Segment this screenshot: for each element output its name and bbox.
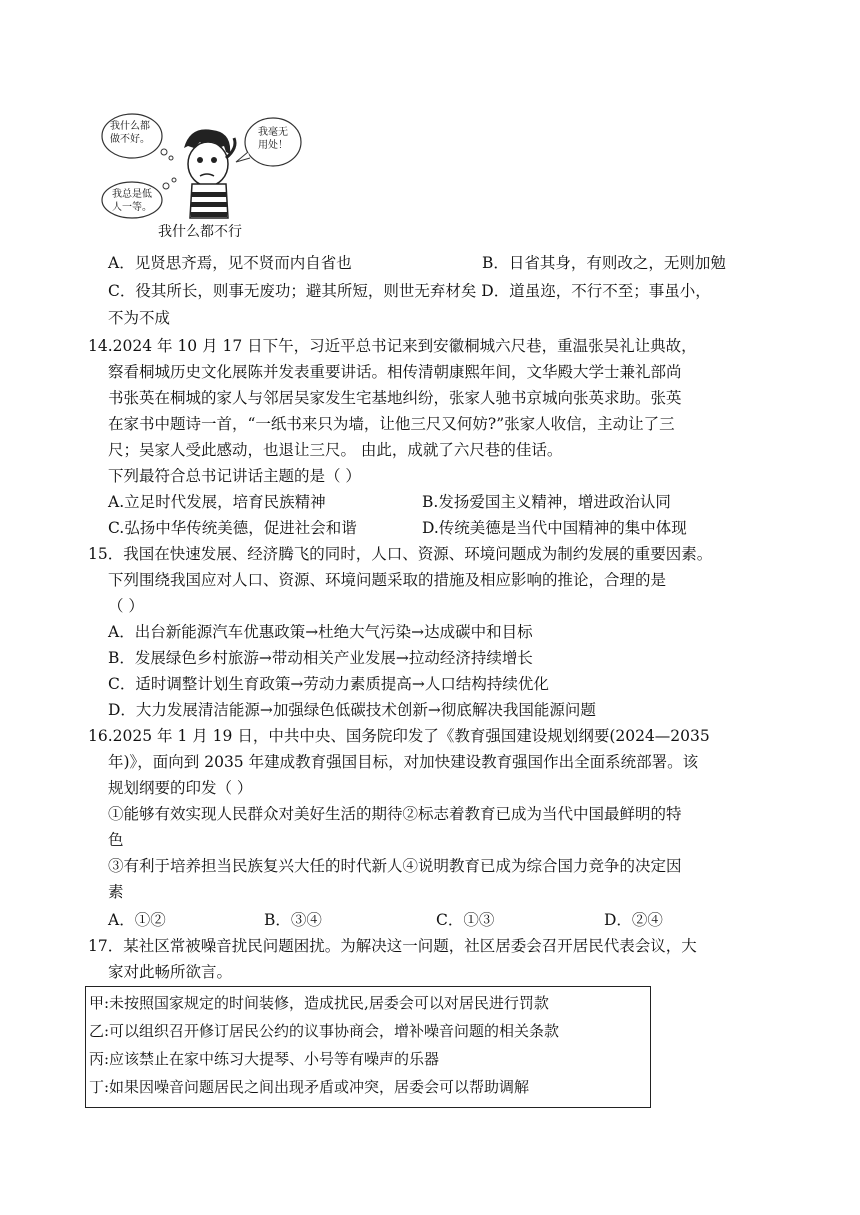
cartoon-caption: 我什么都不行	[158, 224, 242, 240]
q14-option-a: A.立足时代发展，培育民族精神	[108, 493, 326, 511]
q15-option-b: B．发展绿色乡村旅游→带动相关产业发展→拉动经济持续增长	[108, 649, 533, 667]
q15-option-c: C．适时调整计划生育政策→劳动力素质提高→人口结构持续优化	[108, 675, 549, 693]
q14-stem-line-3: 书张英在桐城的家人与邻居吴家发生宅基地纠纷，张家人驰书京城向张英求助。张英	[108, 389, 682, 407]
q16-statement-3-4-cont: 素	[108, 883, 124, 901]
q17-opinion-bing: 丙:应该禁止在家中练习大提琴、小号等有噪声的乐器	[89, 1050, 440, 1068]
q15-stem-line-1: 15．我国在快速发展、经济腾飞的同时，人口、资源、环境问题成为制约发展的重要因素。	[88, 545, 713, 563]
q13-option-b: B．日省其身，有则改之，无则加勉	[482, 254, 726, 272]
bubble-text-left-top-2: 做不好。	[110, 134, 150, 145]
q13-option-a: A．见贤思齐焉，见不贤而内自省也	[108, 254, 352, 272]
q14-option-d: D.传统美德是当代中国精神的集中体现	[422, 519, 687, 537]
q17-stem-line-2: 家对此畅所欲言。	[108, 963, 233, 981]
q15-option-d: D．大力发展清洁能源→加强绿色低碳技术创新→彻底解决我国能源问题	[108, 701, 596, 719]
q17-opinion-ding: 丁:如果因噪音问题居民之间出现矛盾或冲突，居委会可以帮助调解	[89, 1078, 530, 1096]
bubble-text-left-bottom-2: 人一等。	[112, 202, 152, 213]
worried-boy-figure	[184, 129, 235, 218]
q16-option-d: D．②④	[604, 911, 663, 929]
q14-stem-line-1: 14.2024 年 10 月 17 日下午，习近平总书记来到安徽桐城六尺巷，重温张吴礼让典故，	[88, 337, 697, 355]
q14-question: 下列最符合总书记讲话主题的是（ ）	[108, 467, 361, 485]
q14-stem-line-2: 察看桐城历史文化展陈并发表重要讲话。相传清朝康熙年间，文华殿大学士兼礼部尚	[108, 363, 682, 381]
q13-option-c: C．役其所长，则事无废功；避其所短，则世无弃材矣 D．道虽迩，不行不至；事虽小，	[108, 282, 711, 300]
q16-option-a: A．①②	[108, 911, 166, 929]
q16-option-b: B．③④	[264, 911, 322, 929]
q14-option-b: B.发扬爱国主义精神，增进政治认同	[422, 493, 671, 511]
q16-stem-line-2: 年)》，面向到 2035 年建成教育强国目标，对加快建设教育强国作出全面系统部署。该	[108, 753, 699, 771]
q17-opinion-box	[85, 986, 651, 1108]
q16-stem-line-3: 规划纲要的印发（ ）	[108, 779, 253, 797]
q14-stem-line-4: 在家书中题诗一首，“一纸书来只为墙，让他三尺又何妨?”张家人收信，主动让了三	[108, 415, 675, 433]
q17-opinion-jia: 甲:未按照国家规定的时间装修，造成扰民,居委会可以对居民进行罚款	[89, 994, 549, 1012]
bubble-text-right-1: 我毫无	[258, 127, 288, 138]
bubble-text-left-top-1: 我什么都	[110, 121, 150, 132]
bubble-text-right-2: 用处！	[258, 140, 288, 151]
q16-option-c: C．①③	[436, 911, 495, 929]
q15-option-a: A．出台新能源汽车优惠政策→杜绝大气污染→达成碳中和目标	[108, 623, 533, 641]
q17-stem-line-1: 17．某社区常被噪音扰民问题困扰。为解决这一问题，社区居委会召开居民代表会议，大	[88, 937, 697, 955]
q16-stem-line-1: 16.2025 年 1 月 19 日，中共中央、国务院印发了《教育强国建设规划纲要(2024—2035	[88, 727, 710, 745]
q16-statement-3-4: ③有利于培养担当民族复兴大任的时代新人④说明教育已成为综合国力竞争的决定因	[108, 857, 682, 875]
q13-option-c-cont: 不为不成	[108, 309, 171, 327]
q15-stem-line-2: 下列围绕我国应对人口、资源、环境问题采取的措施及相应影响的推论，合理的是	[108, 571, 667, 589]
q14-option-c: C.弘扬中华传统美德，促进社会和谐	[108, 519, 357, 537]
q17-opinion-yi: 乙:可以组织召开修订居民公约的议事协商会，增补噪音问题的相关条款	[89, 1022, 560, 1040]
q14-stem-line-5: 尺；吴家人受此感动，也退让三尺。 由此，成就了六尺巷的佳话。	[108, 441, 563, 459]
bubble-text-left-bottom-1: 我总是低	[112, 189, 152, 200]
q16-statement-1-2-cont: 色	[108, 831, 124, 849]
q16-statement-1-2: ①能够有效实现人民群众对美好生活的期待②标志着教育已成为当代中国最鲜明的特	[108, 805, 682, 823]
q15-stem-line-3: （ ）	[108, 597, 144, 615]
